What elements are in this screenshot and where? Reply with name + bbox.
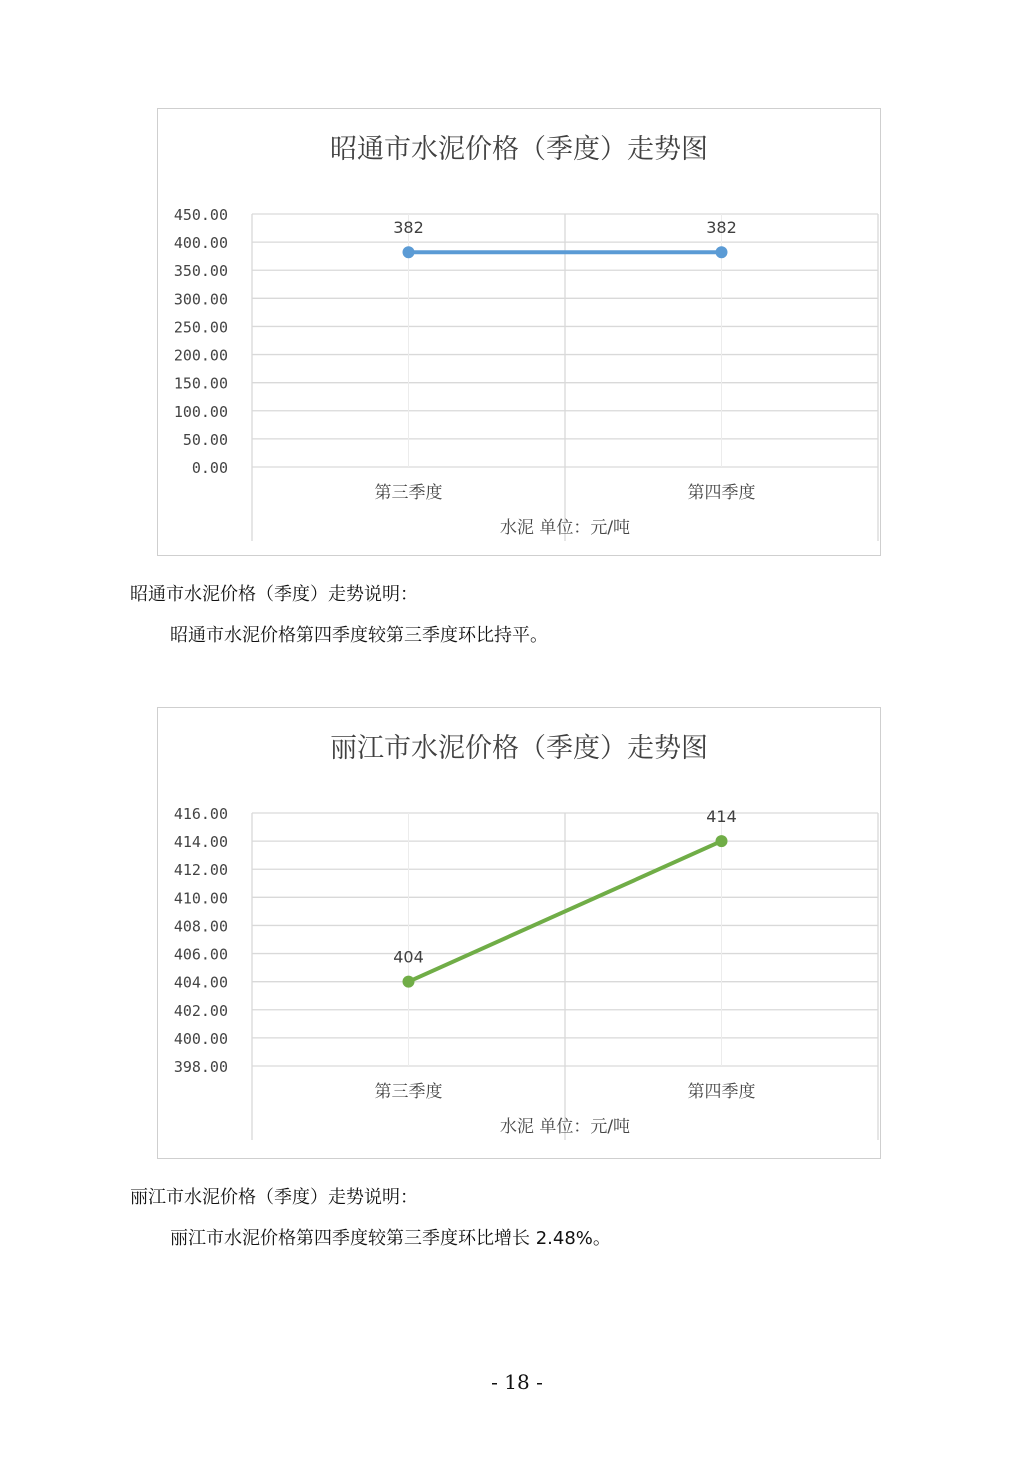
chart-title: 昭通市水泥价格（季度）走势图 [330, 134, 708, 165]
description-heading: 丽江市水泥价格（季度）走势说明： [130, 1187, 418, 1208]
y-tick-label: 410.00 [173, 889, 228, 908]
y-tick-label: 300.00 [173, 290, 228, 309]
y-tick-label: 412.00 [173, 861, 228, 880]
description-body: 丽江市水泥价格第四季度较第三季度环比增长 2.48%。 [170, 1228, 611, 1249]
y-tick-label: 402.00 [173, 1001, 228, 1020]
description-body: 昭通市水泥价格第四季度较第三季度环比持平。 [170, 625, 548, 646]
data-label: 404 [393, 947, 424, 967]
description-heading: 昭通市水泥价格（季度）走势说明： [130, 584, 418, 605]
y-tick-label: 400.00 [173, 1029, 228, 1048]
data-label: 414 [706, 807, 737, 827]
data-point [716, 246, 728, 258]
chart-plot [158, 109, 880, 555]
y-tick-label: 350.00 [173, 262, 228, 281]
data-point [716, 835, 728, 847]
x-axis-label: 水泥 单位：元/吨 [499, 1117, 631, 1137]
y-tick-label: 150.00 [173, 374, 228, 393]
data-point [403, 976, 415, 988]
y-tick-label: 414.00 [173, 833, 228, 852]
y-tick-label: 400.00 [173, 234, 228, 253]
y-tick-label: 408.00 [173, 917, 228, 936]
x-tick-label: 第三季度 [374, 1082, 443, 1102]
chart-lijiang [157, 707, 881, 1159]
x-tick-label: 第四季度 [687, 1082, 756, 1102]
x-tick-label: 第三季度 [374, 483, 443, 503]
x-axis-label: 水泥 单位：元/吨 [499, 518, 631, 538]
y-tick-label: 406.00 [173, 945, 228, 964]
chart-title: 丽江市水泥价格（季度）走势图 [330, 733, 708, 764]
data-label: 382 [706, 218, 737, 238]
data-label: 382 [393, 218, 424, 238]
y-tick-label: 250.00 [173, 318, 228, 337]
y-tick-label: 404.00 [173, 973, 228, 992]
y-tick-label: 100.00 [173, 402, 228, 421]
y-tick-label: 450.00 [173, 206, 228, 224]
data-point [403, 246, 415, 258]
chart-plot [158, 708, 880, 1158]
y-tick-label: 0.00 [191, 459, 228, 477]
y-tick-label: 200.00 [173, 346, 228, 365]
page-number: - 18 - [491, 1370, 543, 1394]
x-tick-label: 第四季度 [687, 483, 756, 503]
y-tick-label: 50.00 [182, 430, 228, 449]
y-tick-label: 398.00 [173, 1058, 228, 1076]
y-tick-label: 416.00 [173, 805, 228, 823]
chart-zhaotong [157, 108, 881, 556]
